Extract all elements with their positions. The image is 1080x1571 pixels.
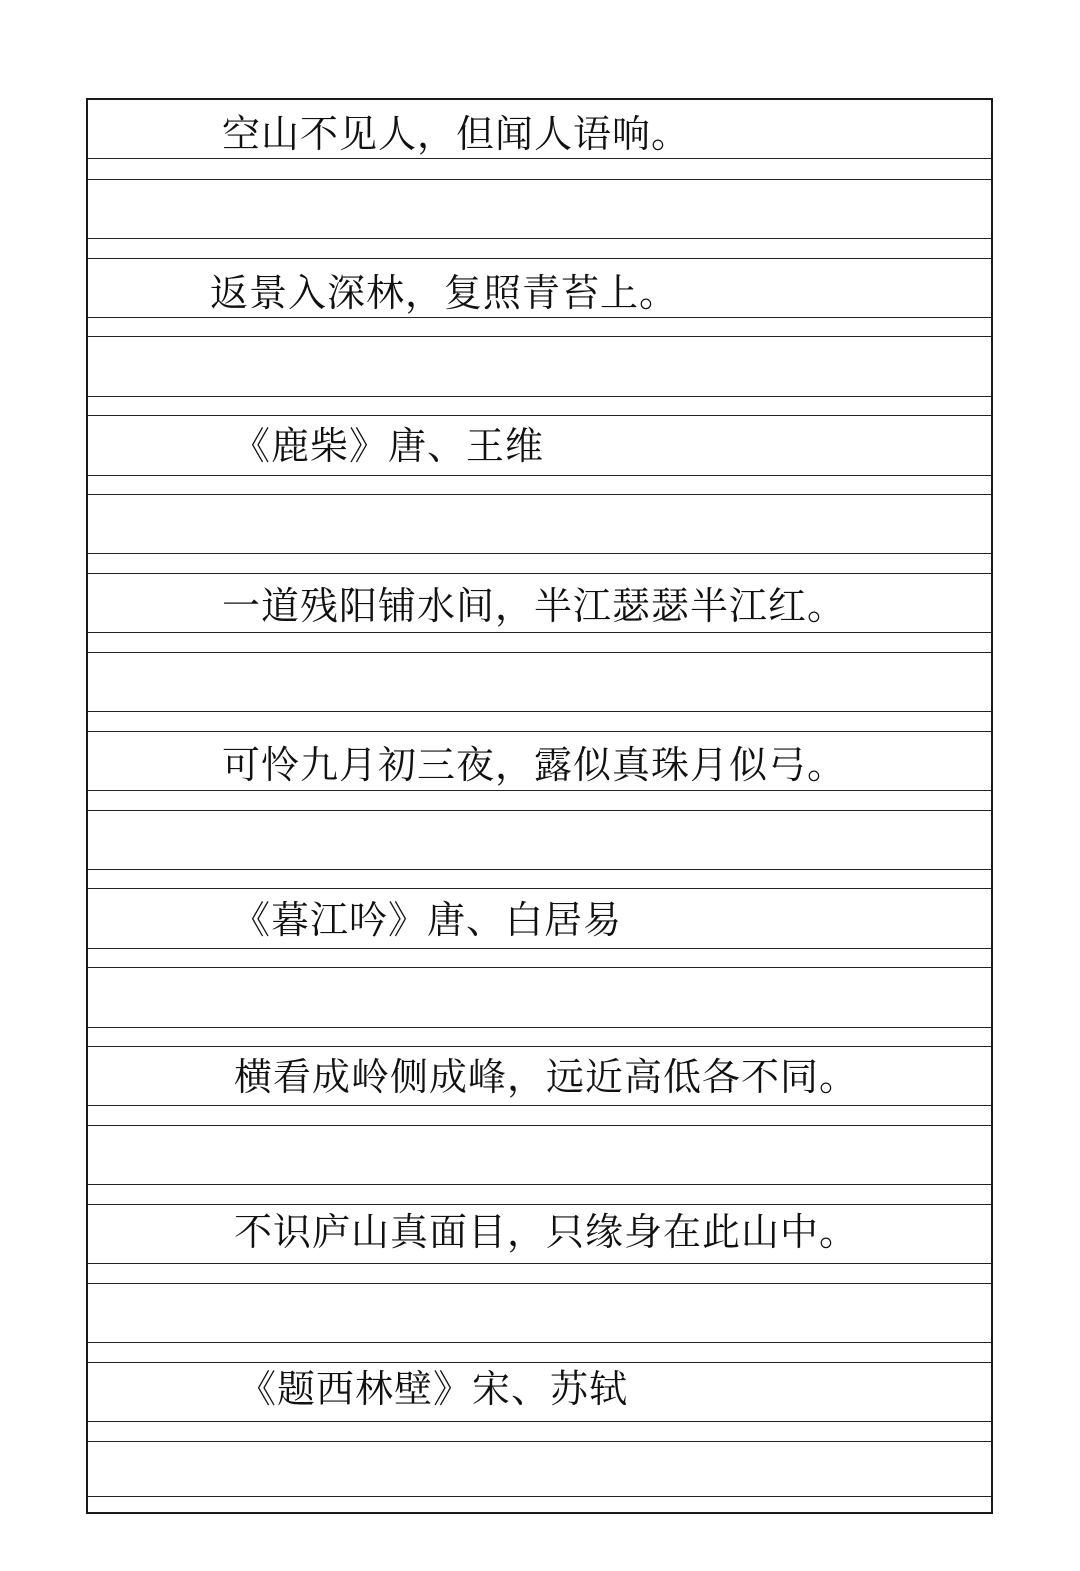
rule-line: [88, 888, 991, 889]
poem-line-2: 返景入深林，复照青苔上。: [210, 271, 679, 315]
rule-line: [88, 553, 991, 554]
rule-line: [88, 258, 991, 259]
rule-line: [88, 967, 991, 968]
poem-line-1: 空山不见人，但闻人语响。: [222, 112, 691, 156]
rule-line: [88, 1283, 991, 1284]
rule-line: [88, 1342, 991, 1343]
rule-line: [88, 238, 991, 239]
rule-line: [88, 573, 991, 574]
rule-line: [88, 1105, 991, 1106]
rule-line: [88, 1263, 991, 1264]
poem-title-attribution-1: 《鹿柴》唐、王维: [232, 424, 545, 468]
rule-line: [88, 1046, 991, 1047]
rule-line: [88, 158, 991, 159]
poem-title-attribution-3: 《题西林壁》宋、苏轼: [238, 1367, 629, 1411]
rule-line: [88, 810, 991, 811]
rule-line: [88, 1441, 991, 1442]
rule-line: [88, 1421, 991, 1422]
rule-line: [88, 652, 991, 653]
rule-line: [88, 869, 991, 870]
poem-line-6: 不识庐山真面目，只缘身在此山中。: [234, 1210, 859, 1254]
rule-line: [88, 632, 991, 633]
rule-line: [88, 731, 991, 732]
rule-line: [88, 317, 991, 318]
rule-line: [88, 1362, 991, 1363]
rule-line: [88, 1496, 991, 1497]
rule-line: [88, 790, 991, 791]
lined-paper-sheet: [86, 98, 993, 1514]
rule-line: [88, 711, 991, 712]
rule-line: [88, 1184, 991, 1185]
rule-line: [88, 948, 991, 949]
rule-line: [88, 179, 991, 180]
rule-line: [88, 1125, 991, 1126]
poem-line-4: 可怜九月初三夜，露似真珠月似弓。: [222, 743, 847, 787]
rule-line: [88, 1204, 991, 1205]
rule-line: [88, 475, 991, 476]
rule-line: [88, 336, 991, 337]
poem-line-3: 一道残阳铺水间，半江瑟瑟半江红。: [222, 584, 847, 628]
poem-line-5: 横看成岭侧成峰，远近高低各不同。: [234, 1055, 859, 1099]
poem-title-attribution-2: 《暮江吟》唐、白居易: [232, 898, 623, 942]
rule-line: [88, 415, 991, 416]
rule-line: [88, 1027, 991, 1028]
rule-line: [88, 396, 991, 397]
rule-line: [88, 494, 991, 495]
